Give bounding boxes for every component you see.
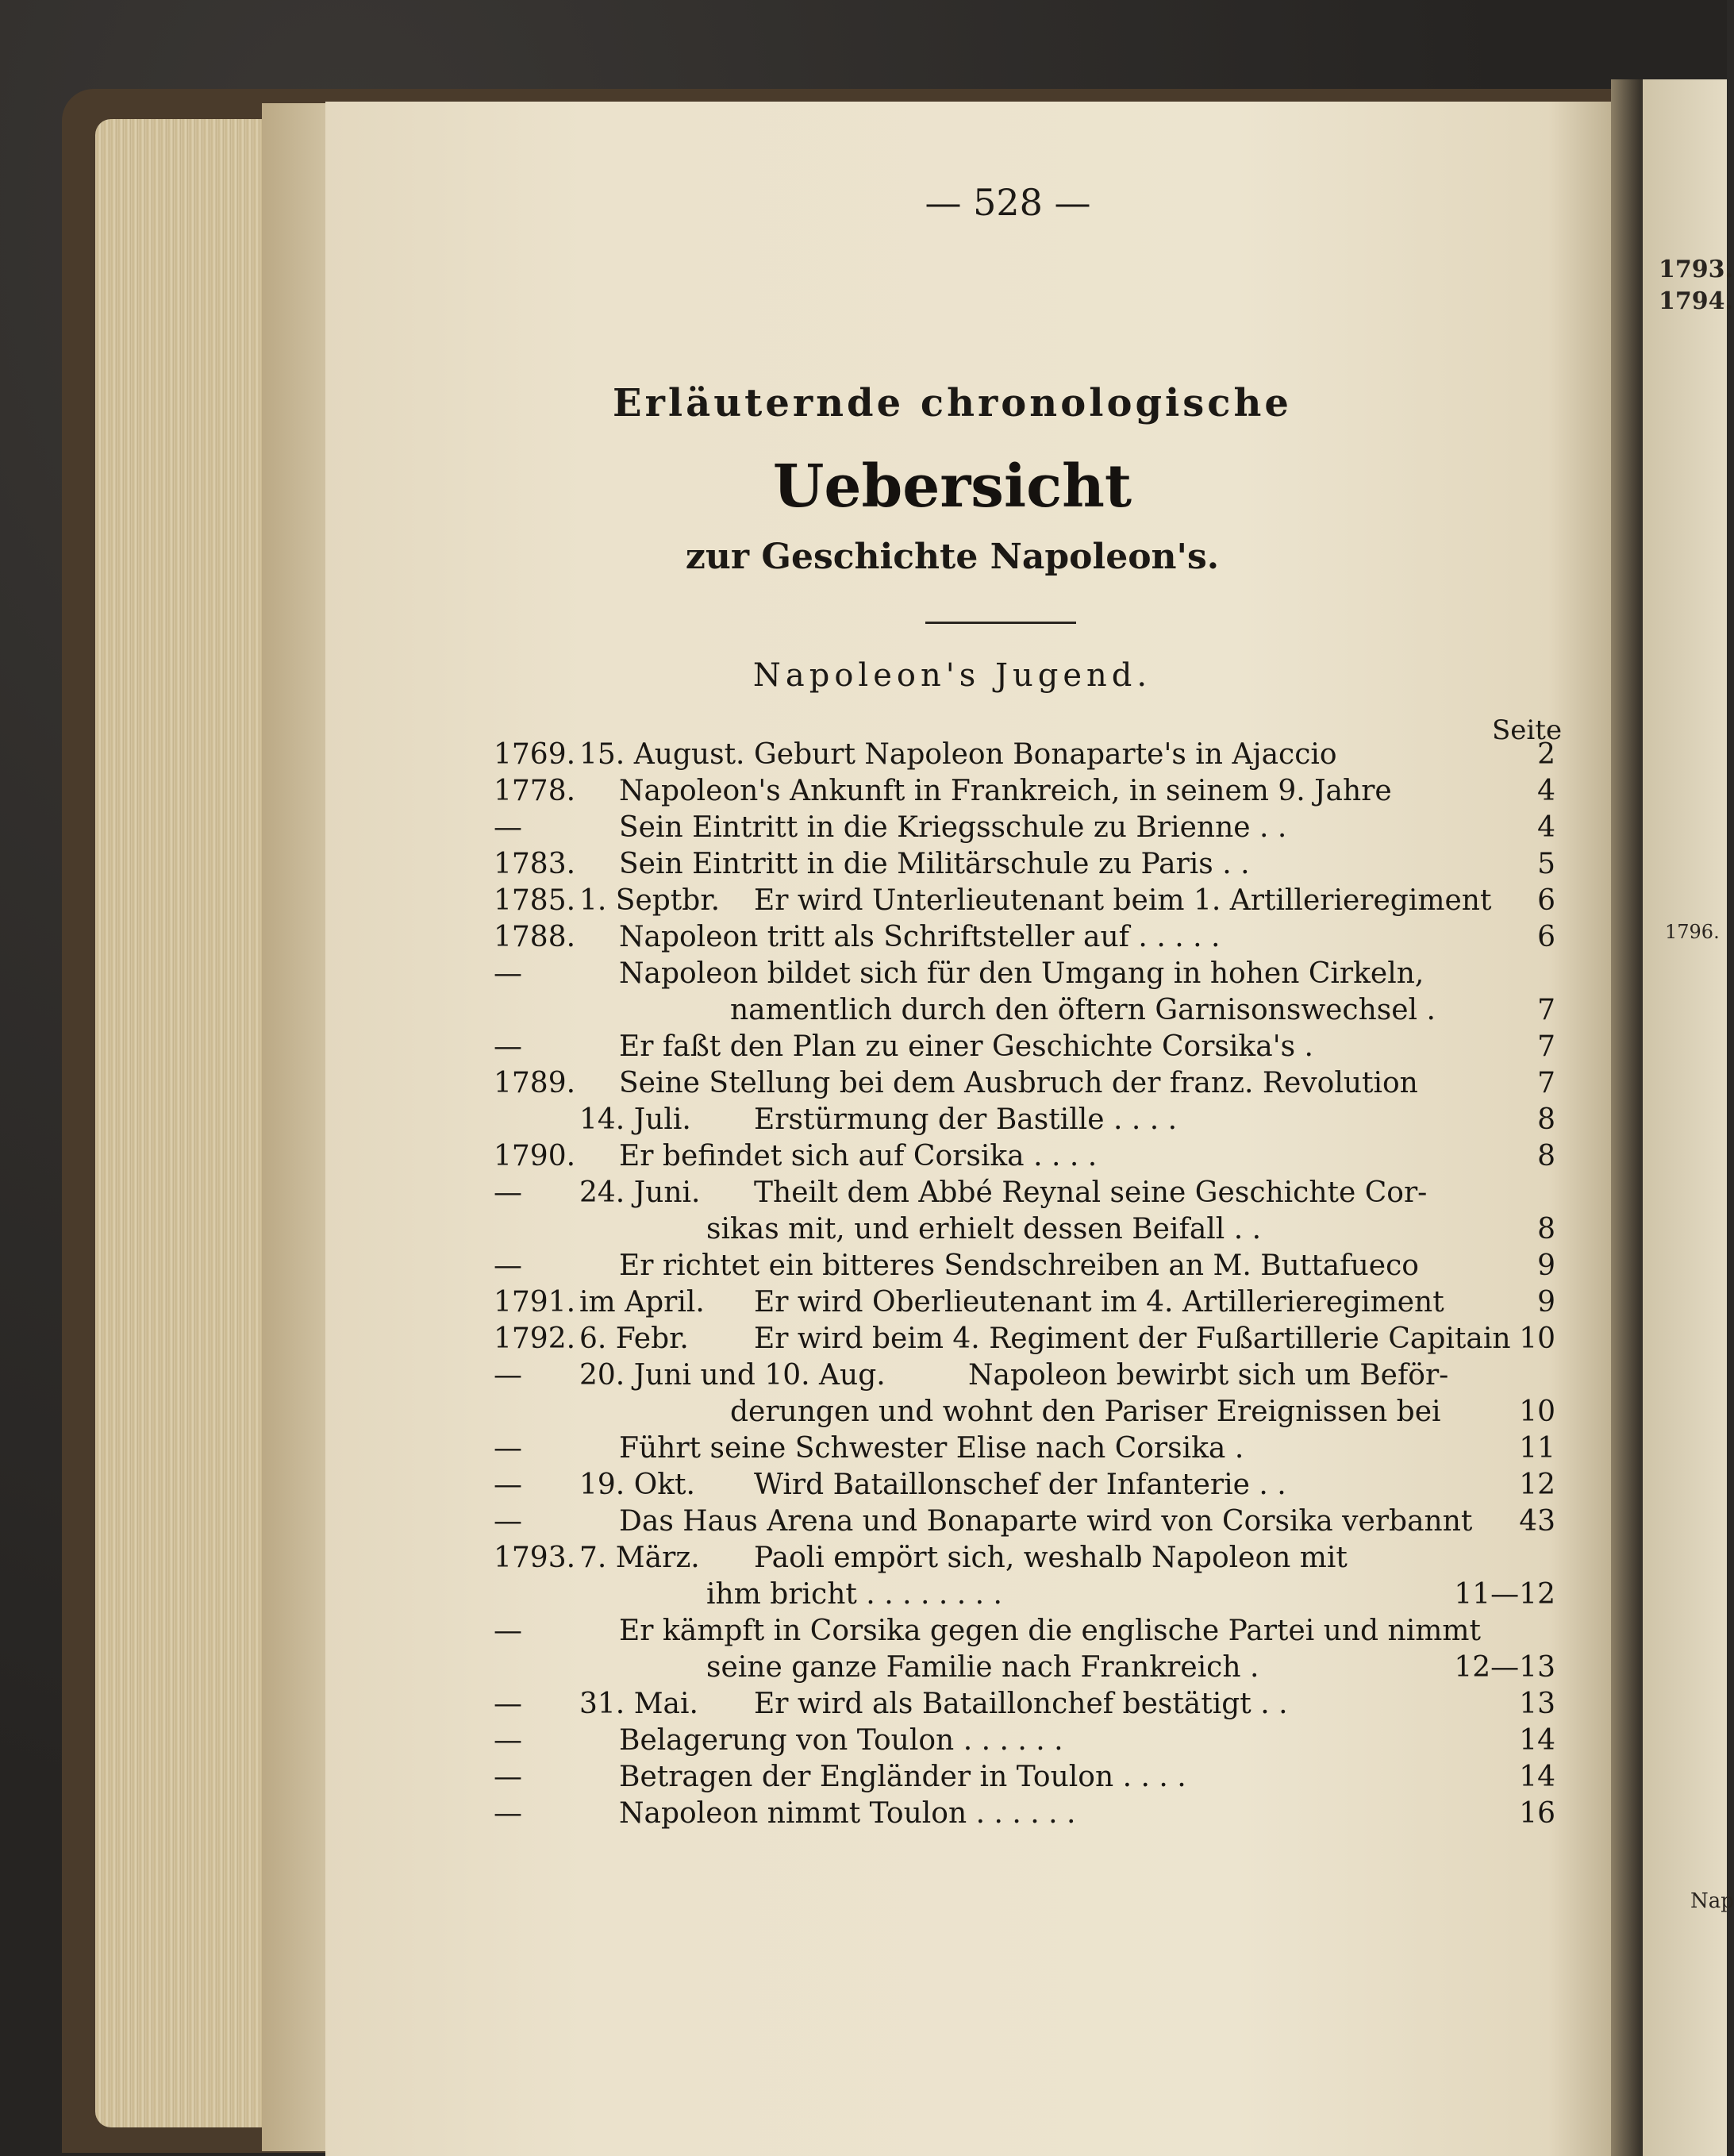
list-item (484, 1615, 1555, 1651)
heading-topic: zur Geschichte Napoleon's. (685, 537, 1220, 577)
entry-date: 20. Juni und 10. Aug. (579, 1359, 886, 1392)
entry-page: 10 (1519, 1322, 1555, 1355)
list-item (484, 1688, 1555, 1724)
entry-year: — (494, 1030, 522, 1063)
entry-text: Er wird beim 4. Regiment der Fußartillerie Capitain (754, 1322, 1511, 1355)
entry-text: Das Haus Arena und Bonaparte wird von Corsika verbannt (619, 1505, 1473, 1538)
list-item (484, 1651, 1555, 1688)
entry-page: 9 (1537, 1286, 1555, 1319)
chronology-list (484, 738, 1555, 1834)
entry-page: 9 (1537, 1249, 1555, 1282)
list-item (484, 1176, 1555, 1213)
entry-page: 11—12 (1454, 1578, 1555, 1611)
entry-year: — (494, 1176, 522, 1209)
page-column-label: Seite (1492, 714, 1563, 746)
entry-page: 12—13 (1454, 1651, 1555, 1684)
heading-subtitle: Erläuternde chronologische (613, 381, 1292, 425)
entry-text: Napoleon's Ankunft in Frankreich, in seinem 9. Jahre (619, 775, 1392, 807)
entry-year: — (494, 1761, 522, 1793)
list-item (484, 1249, 1555, 1286)
list-item (484, 1359, 1555, 1396)
entry-year: — (494, 811, 522, 844)
entry-year: — (494, 1724, 522, 1757)
entry-page: 16 (1519, 1797, 1555, 1830)
entry-date: 6. Febr. (579, 1322, 689, 1355)
entry-year: — (494, 1688, 522, 1720)
entry-page: 6 (1537, 884, 1555, 917)
list-item (484, 1103, 1555, 1140)
list-item (484, 1761, 1555, 1797)
list-item (484, 1542, 1555, 1578)
entry-page: 14 (1519, 1761, 1555, 1793)
entry-date: im April. (579, 1286, 705, 1319)
entry-text: Er kämpft in Corsika gegen die englische Partei und nimmt (619, 1615, 1481, 1647)
entry-page: 7 (1537, 1067, 1555, 1099)
entry-text: seine ganze Familie nach Frankreich . (706, 1651, 1259, 1684)
entry-page: 43 (1519, 1505, 1555, 1538)
entry-year: 1792. (494, 1322, 576, 1355)
list-item (484, 1322, 1555, 1359)
entry-page: 11 (1519, 1432, 1555, 1465)
entry-text: Erstürmung der Bastille . . . . (754, 1103, 1178, 1136)
list-item (484, 738, 1555, 775)
entry-date: 1. Septbr. (579, 884, 721, 917)
entry-page: 7 (1537, 1030, 1555, 1063)
entry-year: — (494, 1469, 522, 1501)
list-item (484, 884, 1555, 921)
list-item (484, 1797, 1555, 1834)
entry-page: 12 (1519, 1469, 1555, 1501)
entry-year: — (494, 1615, 522, 1647)
entry-text: Er befindet sich auf Corsika . . . . (619, 1140, 1098, 1172)
entry-page: 8 (1537, 1213, 1555, 1245)
list-item (484, 848, 1555, 884)
entry-text: Führt seine Schwester Elise nach Corsika . (619, 1432, 1244, 1465)
entry-year: 1791. (494, 1286, 576, 1319)
entry-text: Geburt Napoleon Bonaparte's in Ajaccio (754, 738, 1337, 771)
entry-date: 31. Mai. (579, 1688, 698, 1720)
list-item (484, 1578, 1555, 1615)
entry-text: Napoleon nimmt Toulon . . . . . . (619, 1797, 1076, 1830)
list-item (484, 775, 1555, 811)
entry-year: 1785. (494, 884, 576, 917)
entry-page: 10 (1519, 1396, 1555, 1428)
entry-page: 14 (1519, 1724, 1555, 1757)
entry-page: 5 (1537, 848, 1555, 880)
facing-year-1: 1793. (1659, 256, 1733, 283)
entry-page: 8 (1537, 1103, 1555, 1136)
entry-text: Er wird als Bataillonchef bestätigt . . (754, 1688, 1288, 1720)
entry-text: Er wird Oberlieutenant im 4. Artillerieregiment (754, 1286, 1444, 1319)
entry-text: namentlich durch den öftern Garnisonswechsel . (730, 994, 1436, 1026)
list-item (484, 1724, 1555, 1761)
entry-date: 24. Juni. (579, 1176, 701, 1209)
entry-text: Betragen der Engländer in Toulon . . . . (619, 1761, 1186, 1793)
list-item (484, 994, 1555, 1030)
page-number: — 528 — (925, 181, 1091, 224)
entry-year: — (494, 1432, 522, 1465)
entry-text: Sein Eintritt in die Kriegsschule zu Brienne . . (619, 811, 1287, 844)
entry-page: 13 (1519, 1688, 1555, 1720)
entry-text: Napoleon bewirbt sich um Beför- (968, 1359, 1449, 1392)
entry-date: 14. Juli. (579, 1103, 691, 1136)
list-item (484, 1030, 1555, 1067)
list-item (484, 1067, 1555, 1103)
entry-text: Paoli empört sich, weshalb Napoleon mit (754, 1542, 1348, 1574)
list-item (484, 1140, 1555, 1176)
entry-date: 15. August. (579, 738, 745, 771)
entry-page: 8 (1537, 1140, 1555, 1172)
entry-page: 4 (1537, 811, 1555, 844)
entry-date: 19. Okt. (579, 1469, 695, 1501)
entry-text: Theilt dem Abbé Reynal seine Geschichte Cor- (754, 1176, 1428, 1209)
facing-page (1643, 79, 1734, 2156)
entry-page: 2 (1537, 738, 1555, 771)
list-item (484, 1213, 1555, 1249)
entry-text: Sein Eintritt in die Militärschule zu Paris . . (619, 848, 1250, 880)
section-title: Napoleon's Jugend. (752, 657, 1152, 694)
entry-page: 7 (1537, 994, 1555, 1026)
entry-year: 1769. (494, 738, 576, 771)
list-item (484, 1469, 1555, 1505)
entry-page: 4 (1537, 775, 1555, 807)
entry-year: 1789. (494, 1067, 576, 1099)
entry-date: 7. März. (579, 1542, 700, 1574)
entry-text: Wird Bataillonschef der Infanterie . . (754, 1469, 1286, 1501)
entry-year: 1793. (494, 1542, 576, 1574)
list-item (484, 811, 1555, 848)
entry-text: Belagerung von Toulon . . . . . . (619, 1724, 1063, 1757)
list-item (484, 1286, 1555, 1322)
facing-fragment: Nap (1690, 1889, 1734, 1913)
entry-text: Napoleon bildet sich für den Umgang in hohen Cirkeln, (619, 957, 1424, 990)
entry-text: derungen und wohnt den Pariser Ereignissen bei (730, 1396, 1441, 1428)
entry-text: Er richtet ein bitteres Sendschreiben an M. Buttafueco (619, 1249, 1419, 1282)
entry-year: 1778. (494, 775, 576, 807)
page-title: Uebersicht (772, 452, 1132, 521)
list-item (484, 1396, 1555, 1432)
entry-year: — (494, 957, 522, 990)
entry-text: Er faßt den Plan zu einer Geschichte Corsika's . (619, 1030, 1313, 1063)
facing-year-2: 1794. (1659, 287, 1733, 315)
entry-text: sikas mit, und erhielt dessen Beifall . . (706, 1213, 1262, 1245)
divider-rule (925, 622, 1076, 624)
entry-page: 6 (1537, 921, 1555, 953)
list-item (484, 957, 1555, 994)
list-item (484, 1505, 1555, 1542)
entry-year: 1788. (494, 921, 576, 953)
entry-text: ihm bricht . . . . . . . . (706, 1578, 1002, 1611)
list-item (484, 921, 1555, 957)
entry-year: 1783. (494, 848, 576, 880)
entry-text: Er wird Unterlieutenant beim 1. Artillerieregiment (754, 884, 1492, 917)
list-item (484, 1432, 1555, 1469)
facing-year-3: 1796. (1665, 921, 1720, 943)
entry-year: — (494, 1359, 522, 1392)
entry-year: — (494, 1249, 522, 1282)
entry-text: Napoleon tritt als Schriftsteller auf . . . . . (619, 921, 1221, 953)
entry-year: — (494, 1505, 522, 1538)
entry-text: Seine Stellung bei dem Ausbruch der franz. Revolution (619, 1067, 1418, 1099)
entry-year: — (494, 1797, 522, 1830)
entry-year: 1790. (494, 1140, 576, 1172)
